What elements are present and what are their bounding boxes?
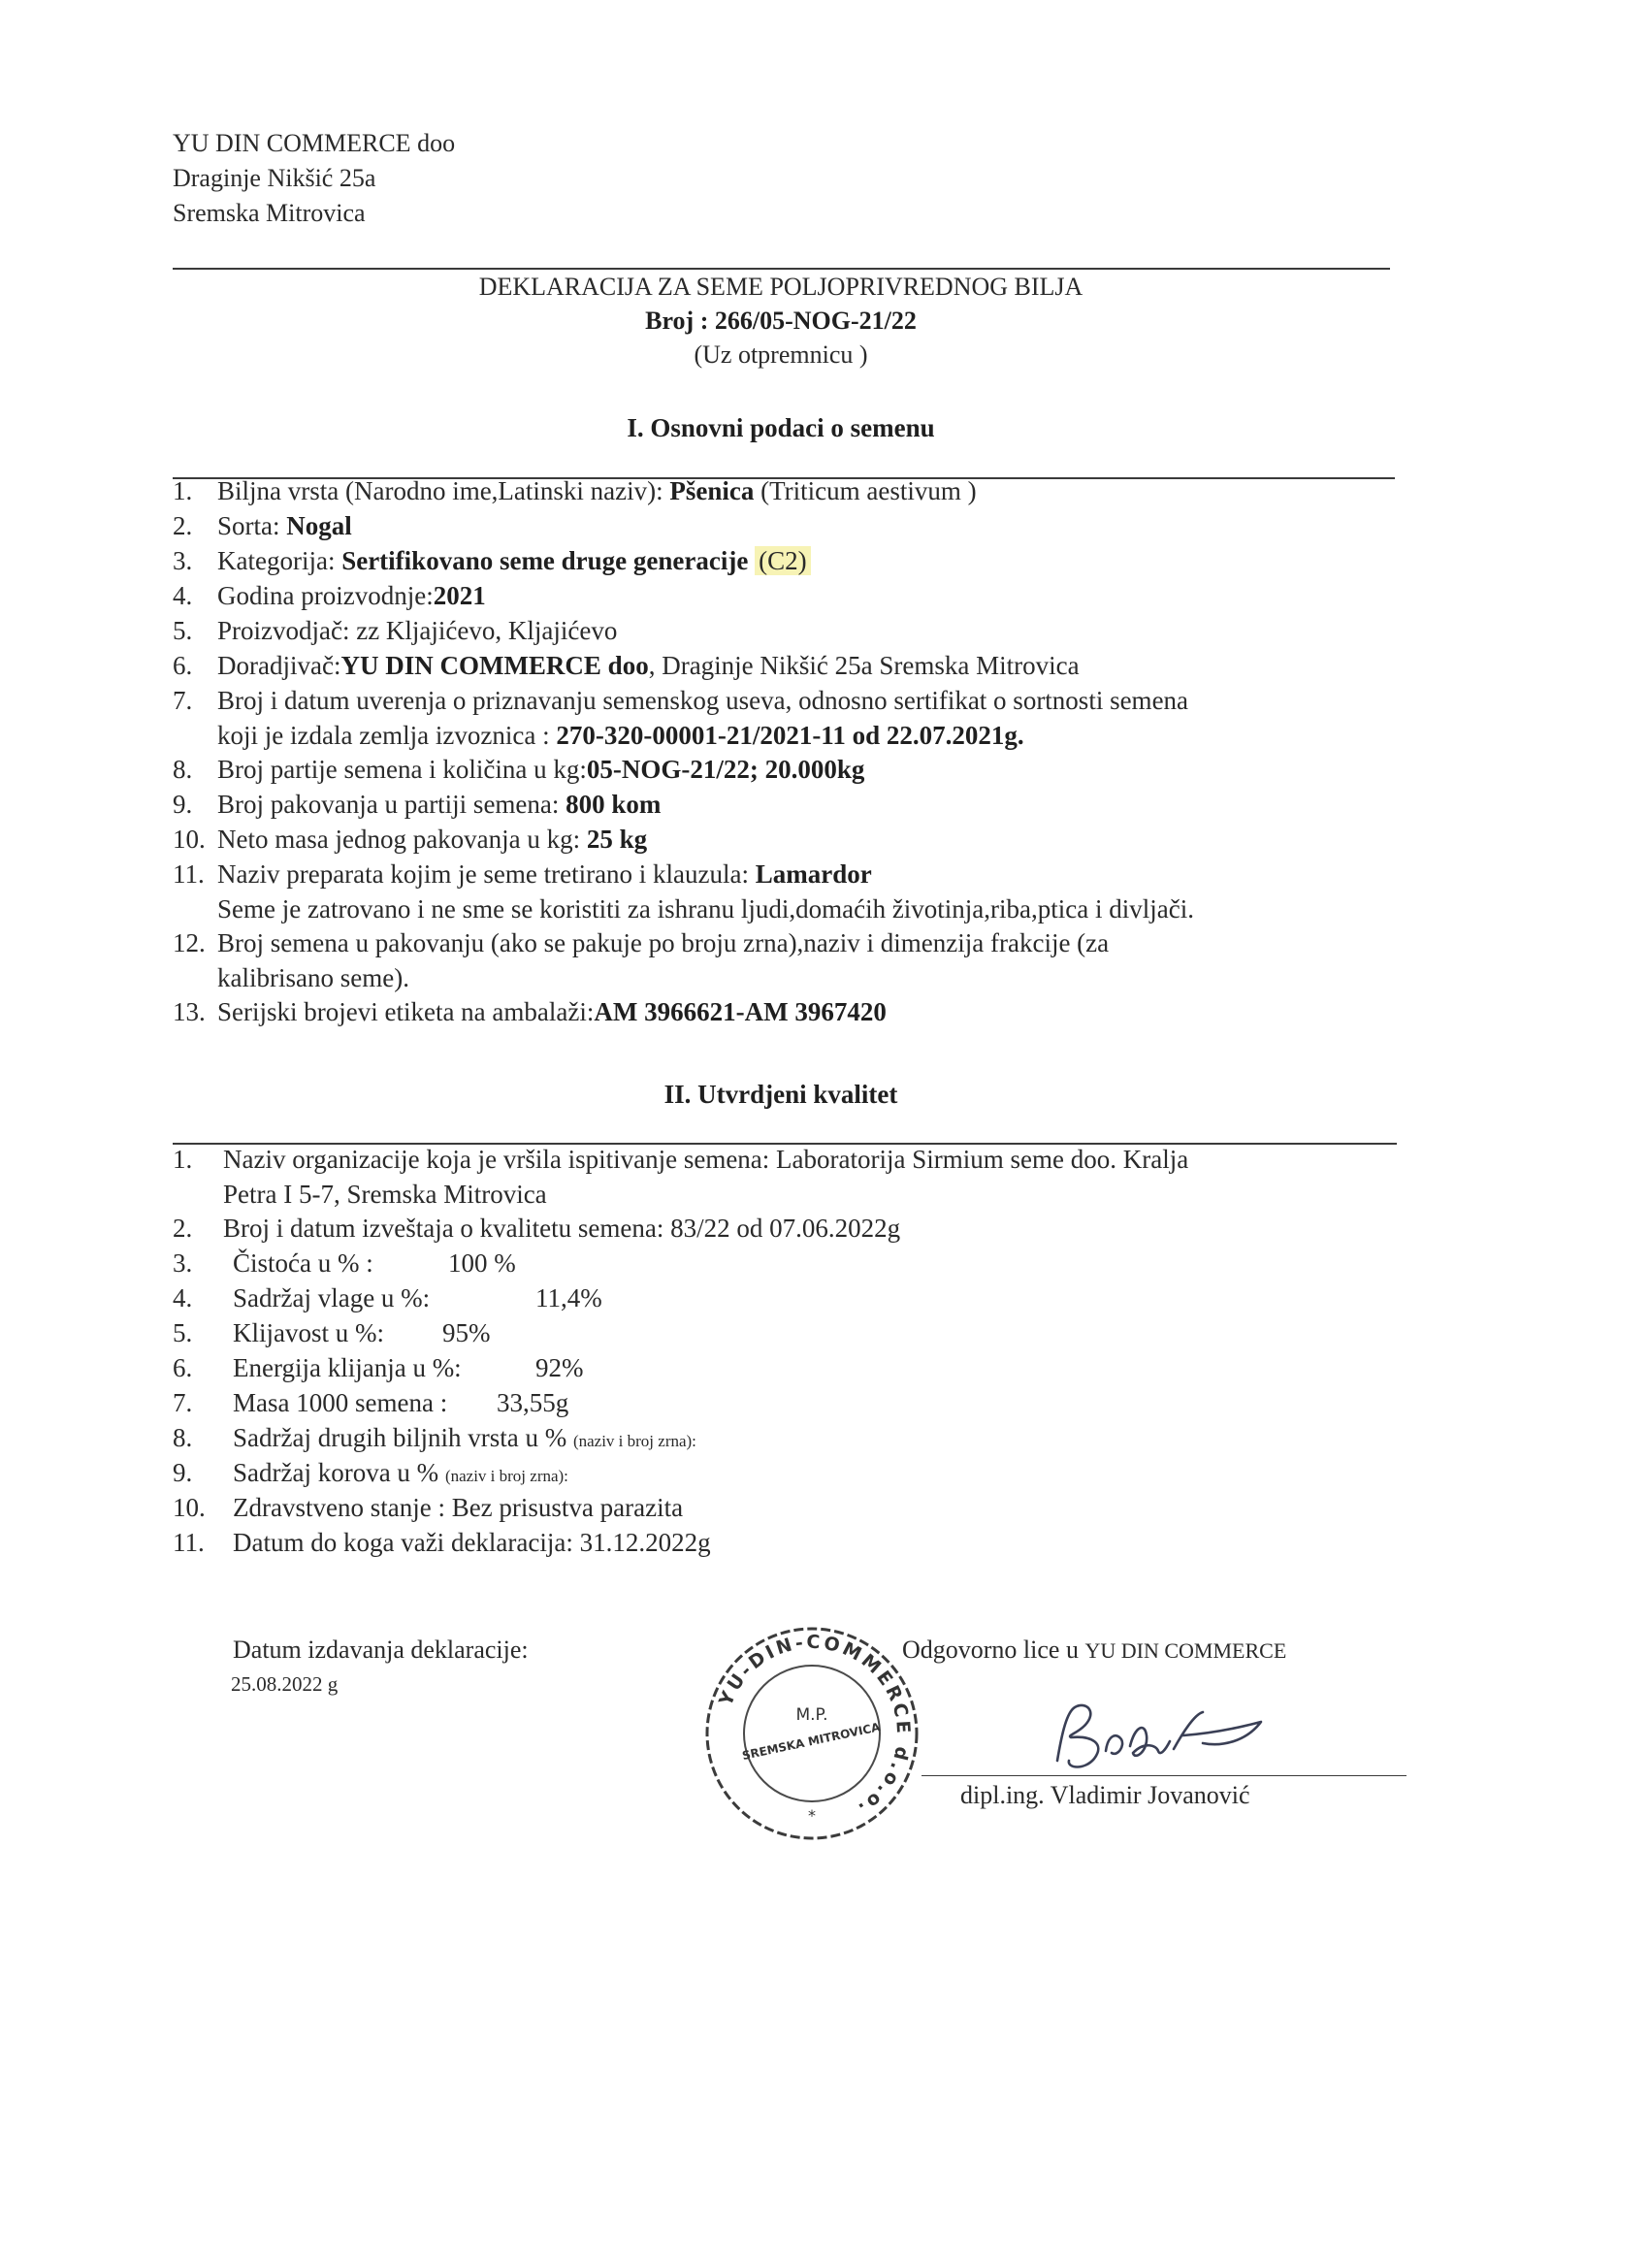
section2-item <box>173 1283 430 1313</box>
section2-item-continuation: Petra I 5-7, Sremska Mitrovica <box>223 1180 547 1209</box>
svg-text:M.P.: M.P. <box>795 1705 828 1725</box>
item-value: 800 kom <box>566 790 662 819</box>
handwritten-signature <box>1038 1693 1271 1785</box>
item-number: 9. <box>173 790 193 819</box>
item-value: YU DIN COMMERCE doo <box>340 651 649 680</box>
item-value: 05-NOG-21/22; 20.000kg <box>586 755 865 784</box>
item-value: Lamardor <box>755 859 872 889</box>
section2-item <box>173 1353 462 1383</box>
section2-item <box>173 1248 373 1279</box>
item-note: (naziv i broj zrna): <box>572 1432 696 1450</box>
section1-item <box>173 651 1080 681</box>
item-value: 270-320-00001-21/2021-11 od 22.07.2021g. <box>556 721 1024 750</box>
item-label: Doradjivač: <box>217 651 341 680</box>
item-note: (naziv i broj zrna): <box>444 1467 568 1485</box>
item-label: Zdravstveno stanje : Bez prisustva parazita <box>233 1493 684 1522</box>
section2-item <box>173 1214 900 1244</box>
item-value: 2021 <box>433 581 486 610</box>
section2-item <box>173 1145 1188 1175</box>
item-value: 92% <box>535 1353 584 1382</box>
item-number: 3. <box>173 1248 193 1278</box>
item-label: Proizvodjač: zz Kljajićevo, Kljajićevo <box>217 616 618 645</box>
item-number: 5. <box>173 616 193 645</box>
section1-item <box>173 546 811 576</box>
item-number: 4. <box>173 1283 193 1312</box>
section2-item <box>173 1388 447 1418</box>
item-number: 2. <box>173 511 193 540</box>
svg-text:YU-DIN-COMMERCE d.o.o.: YU-DIN-COMMERCE d.o.o. <box>715 1631 915 1822</box>
section1-item <box>173 686 1188 716</box>
item-label: Broj i datum uverenja o priznavanju semenskog useva, odnosno sertifikat o sortnosti semena <box>217 686 1189 715</box>
issue-date: 25.08.2022 g <box>231 1672 339 1696</box>
item-number: 11. <box>173 1528 205 1557</box>
section1-heading: I. Osnovni podaci o semenu <box>627 413 935 442</box>
item-label: Naziv preparata kojim je seme tretirano i klauzula: <box>217 859 756 889</box>
header-divider <box>173 268 1390 270</box>
item-number: 12. <box>173 928 206 957</box>
item-number: 13. <box>173 997 206 1026</box>
item-detail: , Draginje Nikšić 25a Sremska Mitrovica <box>648 651 1080 680</box>
item-value: 100 % <box>448 1248 516 1278</box>
document-title: DEKLARACIJA ZA SEME POLJOPRIVREDNOG BILJA <box>478 273 1083 301</box>
company-stamp <box>694 1615 931 1853</box>
item-number: 9. <box>173 1458 193 1487</box>
item-label: Sorta: <box>217 511 287 540</box>
item-number: 10. <box>173 1493 206 1522</box>
item-value: Sertifikovano seme druge generacije <box>341 546 749 575</box>
item-number: 10. <box>173 825 206 854</box>
section1-item <box>173 997 887 1027</box>
section1-item <box>173 755 864 785</box>
section1-item <box>173 825 647 855</box>
issue-date-label: Datum izdavanja deklaracije: <box>233 1636 529 1664</box>
item-value: AM 3966621-AM 3967420 <box>594 997 887 1026</box>
item-number: 3. <box>173 546 193 575</box>
item-number: 7. <box>173 1388 193 1417</box>
section2-heading: II. Utvrdjeni kvalitet <box>663 1080 898 1109</box>
item-number: 1. <box>173 1145 193 1174</box>
item-label: Serijski brojevi etiketa na ambalaži: <box>217 997 595 1026</box>
item-label-continued: koji je izdala zemlja izvoznica : <box>217 721 557 750</box>
item-label: Čistoća u % : <box>233 1248 373 1278</box>
item-value: 95% <box>442 1318 491 1347</box>
item-value: 33,55g <box>497 1388 569 1417</box>
section1-item <box>173 616 617 646</box>
item-label: Godina proizvodnje: <box>217 581 434 610</box>
item-number: 11. <box>173 859 205 889</box>
section1-item <box>173 790 661 820</box>
section1-item-continuation <box>217 963 409 993</box>
section2-item <box>173 1458 568 1488</box>
item-label: Kategorija: <box>217 546 342 575</box>
item-label-continued: Seme je zatrovano i ne sme se koristiti za ishranu ljudi,domaćih životinja,riba,ptica i divljači. <box>217 894 1194 923</box>
item-label: Broj i datum izveštaja o kvalitetu semena: 83/22 od 07.06.2022g <box>223 1214 901 1243</box>
item-value: 11,4% <box>535 1283 602 1312</box>
section1-item <box>173 581 486 611</box>
item-label: Masa 1000 semena : <box>233 1388 448 1417</box>
section2-item <box>173 1423 696 1453</box>
item-number: 8. <box>173 755 193 784</box>
item-label: Broj partije semena i količina u kg: <box>217 755 587 784</box>
item-number: 4. <box>173 581 193 610</box>
section1-item <box>173 859 872 890</box>
section1-item-continuation <box>217 894 1194 924</box>
item-label: Klijavost u %: <box>233 1318 384 1347</box>
item-label: Broj pakovanja u partiji semena: <box>217 790 566 819</box>
item-label: Broj semena u pakovanju (ako se pakuje po broju zrna),naziv i dimenzija frakcije (za <box>217 928 1110 957</box>
section1-item <box>173 511 352 541</box>
section2-item <box>173 1493 683 1523</box>
section2-item <box>173 1318 384 1348</box>
item-label: Neto masa jednog pakovanja u kg: <box>217 825 587 854</box>
svg-text:*: * <box>808 1806 816 1825</box>
item-label: Sadržaj drugih biljnih vrsta u % <box>233 1423 573 1452</box>
company-name: YU DIN COMMERCE doo <box>173 129 456 157</box>
item-number: 1. <box>173 476 193 505</box>
company-city: Sremska Mitrovica <box>173 199 366 227</box>
item-value: 25 kg <box>586 825 648 854</box>
section2-item <box>173 1528 711 1558</box>
signatory-name: dipl.ing. Vladimir Jovanović <box>960 1781 1250 1809</box>
company-street: Draginje Nikšić 25a <box>173 164 376 192</box>
svg-text:SREMSKA MITROVICA: SREMSKA MITROVICA <box>740 1720 882 1764</box>
item-label: Energija klijanja u %: <box>233 1353 462 1382</box>
item-label: Sadržaj vlage u %: <box>233 1283 431 1312</box>
section1-item-continuation <box>217 721 1024 751</box>
document-number: Broj : 266/05-NOG-21/22 <box>645 307 917 335</box>
document-subtitle: (Uz otpremnicu ) <box>694 340 868 369</box>
item-number: 5. <box>173 1318 193 1347</box>
section1-item <box>173 928 1109 958</box>
item-number: 6. <box>173 651 193 680</box>
item-label: Naziv organizacije koja je vršila ispitivanje semena: Laboratorija Sirmium seme doo. Kralja <box>223 1145 1189 1174</box>
item-detail: (Triticum aestivum ) <box>754 476 977 505</box>
item-value: Pšenica <box>669 476 755 505</box>
item-number: 2. <box>173 1214 193 1243</box>
responsible-person-label: Odgovorno lice u YU DIN COMMERCE <box>902 1636 1287 1664</box>
item-number: 7. <box>173 686 193 715</box>
item-label: Biljna vrsta (Narodno ime,Latinski naziv): <box>217 476 670 505</box>
category-highlight: (C2) <box>755 546 811 575</box>
section1-item <box>173 476 977 506</box>
item-number: 8. <box>173 1423 193 1452</box>
item-label: Sadržaj korova u % <box>233 1458 445 1487</box>
item-label: Datum do koga važi deklaracija: 31.12.2022g <box>233 1528 711 1557</box>
item-label-continued: kalibrisano seme). <box>217 963 409 992</box>
item-value: Nogal <box>286 511 352 540</box>
item-number: 6. <box>173 1353 193 1382</box>
